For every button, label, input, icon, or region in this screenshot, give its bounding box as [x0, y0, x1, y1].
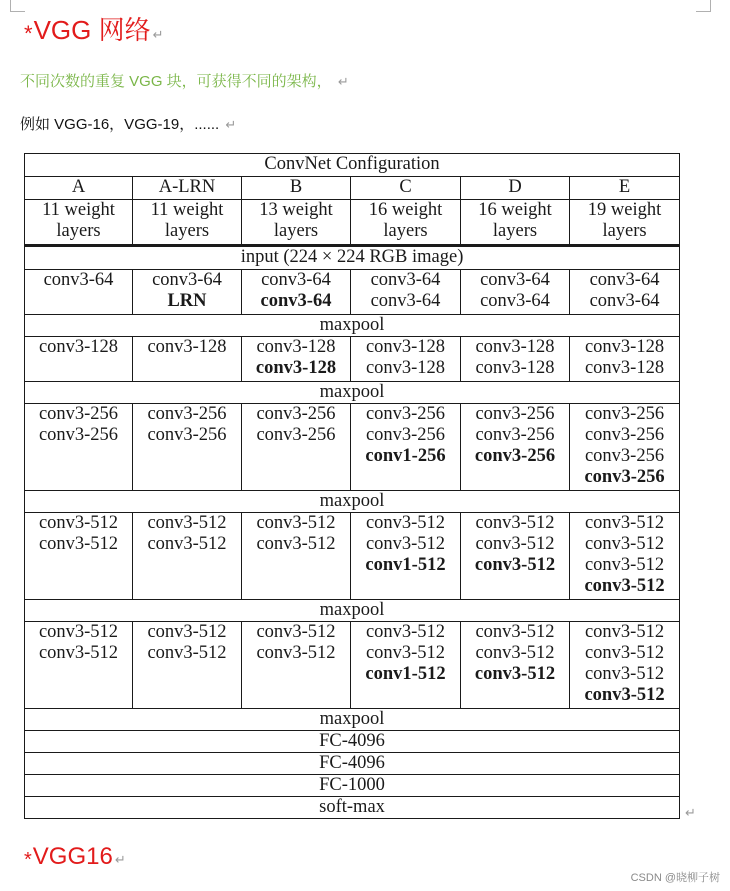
layer-name: conv3-64	[589, 270, 660, 290]
layer-name: conv3-256	[38, 425, 119, 445]
conv-layer-cell	[351, 622, 461, 709]
layer-name: conv3-128	[255, 358, 337, 378]
fc-1000-row: FC-1000	[25, 775, 680, 797]
layer-name: conv3-512	[584, 534, 665, 554]
conv-layer-cell	[461, 404, 570, 491]
weight-layers-cell	[461, 200, 570, 246]
conv-layer-cell	[351, 337, 461, 382]
page-corner-mark-left	[10, 0, 25, 12]
heading-text: VGG 网络	[33, 15, 151, 45]
layer-name: conv3-512	[38, 622, 119, 642]
conv-layer-cell	[461, 622, 570, 709]
layer-name: conv1-512	[365, 664, 446, 684]
layer-name: conv3-256	[147, 425, 227, 445]
layer-name: conv3-512	[584, 513, 665, 533]
layer-name: conv3-64	[260, 291, 332, 311]
column-header: E	[570, 177, 680, 200]
paragraph-mark: ↵	[685, 806, 696, 821]
heading-text: VGG16	[32, 843, 113, 870]
layer-name: conv3-512	[38, 534, 119, 554]
conv-layer-cell	[242, 337, 351, 382]
weight-layers-cell	[351, 200, 461, 246]
conv-layer-cell	[351, 270, 461, 315]
layer-name: conv3-128	[147, 337, 227, 357]
maxpool-row: maxpool	[25, 315, 680, 337]
layer-name: conv3-512	[474, 664, 556, 684]
conv-layer-cell	[242, 513, 351, 600]
layer-name: conv3-64	[152, 270, 222, 290]
layer-name: conv3-256	[365, 425, 446, 445]
cell-line: layers	[56, 221, 101, 241]
conv-layer-cell	[570, 270, 680, 315]
layer-name: conv3-64	[480, 270, 550, 290]
layer-name: conv1-512	[365, 555, 446, 575]
conv-layer-cell	[461, 270, 570, 315]
cell-line: layers	[273, 221, 319, 241]
conv-layer-cell	[461, 513, 570, 600]
paragraph-mark: ↵	[225, 117, 237, 132]
weight-layers-cell	[570, 200, 680, 246]
layer-name: conv3-512	[475, 513, 555, 533]
layer-name: conv3-512	[584, 685, 665, 705]
conv-layer-cell	[351, 513, 461, 600]
conv-layer-cell	[25, 270, 133, 315]
input-row: input (224 × 224 RGB image)	[25, 246, 680, 270]
weight-layers-cell	[25, 200, 133, 246]
maxpool-row: maxpool	[25, 600, 680, 622]
layer-name: conv3-512	[256, 643, 336, 663]
cell-line: layers	[492, 221, 538, 241]
convnet-configuration-table	[24, 153, 680, 819]
conv-layer-cell	[25, 337, 133, 382]
layer-name: conv3-512	[365, 534, 446, 554]
conv-layer-cell	[570, 337, 680, 382]
conv-layer-cell	[133, 622, 242, 709]
heading-vgg16	[24, 843, 126, 871]
layer-name: conv3-512	[147, 622, 227, 642]
layer-name: conv3-64	[480, 291, 550, 311]
layer-name: conv3-512	[147, 534, 227, 554]
layer-name: conv3-256	[584, 425, 665, 445]
column-header: A	[25, 177, 133, 200]
conv-layer-cell	[242, 404, 351, 491]
layer-name: conv3-512	[365, 513, 446, 533]
paragraph-repeat-blocks	[20, 70, 349, 91]
layer-name: LRN	[167, 291, 207, 311]
cell-line: 11 weight	[150, 200, 224, 220]
conv-layer-cell	[461, 337, 570, 382]
layer-name: conv3-256	[475, 404, 555, 424]
maxpool-row: maxpool	[25, 491, 680, 513]
layer-name: conv3-128	[584, 337, 665, 357]
column-header: C	[351, 177, 461, 200]
paragraph-mark: ↵	[337, 74, 349, 89]
paragraph-mark: ↵	[114, 852, 126, 867]
conv-layer-cell	[25, 404, 133, 491]
softmax-row: soft-max	[25, 797, 680, 819]
paragraph-text: 不同次数的重复 VGG 块，可获得不同的架构，	[20, 73, 332, 90]
paragraph-mark: ↵	[152, 27, 164, 42]
column-header: D	[461, 177, 570, 200]
layer-name: conv3-512	[365, 622, 446, 642]
layer-name: conv1-256	[365, 446, 446, 466]
conv-layer-cell	[570, 513, 680, 600]
maxpool-row: maxpool	[25, 709, 680, 731]
column-header: A-LRN	[133, 177, 242, 200]
layer-name: conv3-512	[475, 534, 555, 554]
layer-name: conv3-256	[584, 467, 665, 487]
conv-layer-cell	[25, 622, 133, 709]
cell-line: layers	[164, 221, 210, 241]
layer-name: conv3-512	[474, 555, 556, 575]
layer-name: conv3-512	[584, 664, 665, 684]
paragraph-examples	[20, 113, 236, 134]
layer-name: conv3-256	[584, 404, 665, 424]
layer-name: conv3-64	[370, 291, 441, 311]
maxpool-row: maxpool	[25, 382, 680, 404]
layer-name: conv3-256	[256, 404, 336, 424]
weight-layers-cell	[133, 200, 242, 246]
conv-layer-cell	[25, 513, 133, 600]
layer-name: conv3-256	[475, 425, 555, 445]
cell-line: layers	[383, 221, 428, 241]
layer-name: conv3-512	[256, 513, 336, 533]
heading-star: *	[24, 21, 33, 46]
cell-line: 11 weight	[42, 200, 115, 220]
layer-name: conv3-128	[365, 337, 446, 357]
layer-name: conv3-512	[256, 622, 336, 642]
weight-layers-cell	[242, 200, 351, 246]
layer-name: conv3-512	[475, 622, 555, 642]
paragraph-text: 例如 VGG-16，VGG-19，......	[20, 116, 220, 133]
layer-name: conv3-64	[589, 291, 660, 311]
layer-name: conv3-256	[365, 404, 446, 424]
table-title: ConvNet Configuration	[25, 154, 680, 177]
layer-name: conv3-64	[370, 270, 441, 290]
layer-name: conv3-256	[474, 446, 556, 466]
layer-name: conv3-128	[38, 337, 119, 357]
layer-name: conv3-512	[365, 643, 446, 663]
cell-line: 16 weight	[368, 200, 443, 220]
conv-layer-cell	[242, 622, 351, 709]
layer-name: conv3-256	[256, 425, 336, 445]
layer-name: conv3-128	[365, 358, 446, 378]
layer-name: conv3-512	[584, 576, 665, 596]
conv-layer-cell	[133, 337, 242, 382]
page-corner-mark-right	[696, 0, 711, 12]
layer-name: conv3-128	[475, 358, 555, 378]
conv-layer-cell	[570, 404, 680, 491]
layer-name: conv3-512	[38, 643, 119, 663]
layer-name: conv3-512	[584, 555, 665, 575]
column-header: B	[242, 177, 351, 200]
layer-name: conv3-64	[261, 270, 331, 290]
cell-line: 16 weight	[478, 200, 552, 220]
conv-layer-cell	[242, 270, 351, 315]
fc-4096-row: FC-4096	[25, 731, 680, 753]
fc-4096-row: FC-4096	[25, 753, 680, 775]
cell-line: 19 weight	[587, 200, 662, 220]
cell-line: 13 weight	[259, 200, 333, 220]
heading-vgg-network	[24, 10, 163, 47]
layer-name: conv3-512	[475, 643, 555, 663]
layer-name: conv3-512	[256, 534, 336, 554]
heading-star: *	[24, 849, 32, 871]
layer-name: conv3-128	[584, 358, 665, 378]
layer-name: conv3-256	[38, 404, 119, 424]
csdn-watermark: CSDN @晓柳子树	[630, 872, 720, 884]
layer-name: conv3-512	[584, 622, 665, 642]
layer-name: conv3-256	[147, 404, 227, 424]
layer-name: conv3-512	[147, 643, 227, 663]
conv-layer-cell	[570, 622, 680, 709]
layer-name: conv3-512	[147, 513, 227, 533]
conv-layer-cell	[133, 404, 242, 491]
cell-line: layers	[602, 221, 647, 241]
layer-name: conv3-512	[584, 643, 665, 663]
conv-layer-cell	[133, 513, 242, 600]
conv-layer-cell	[351, 404, 461, 491]
layer-name: conv3-512	[38, 513, 119, 533]
layer-name: conv3-128	[475, 337, 555, 357]
layer-name: conv3-64	[43, 270, 114, 290]
layer-name: conv3-256	[584, 446, 665, 466]
layer-name: conv3-128	[256, 337, 336, 357]
conv-layer-cell	[133, 270, 242, 315]
